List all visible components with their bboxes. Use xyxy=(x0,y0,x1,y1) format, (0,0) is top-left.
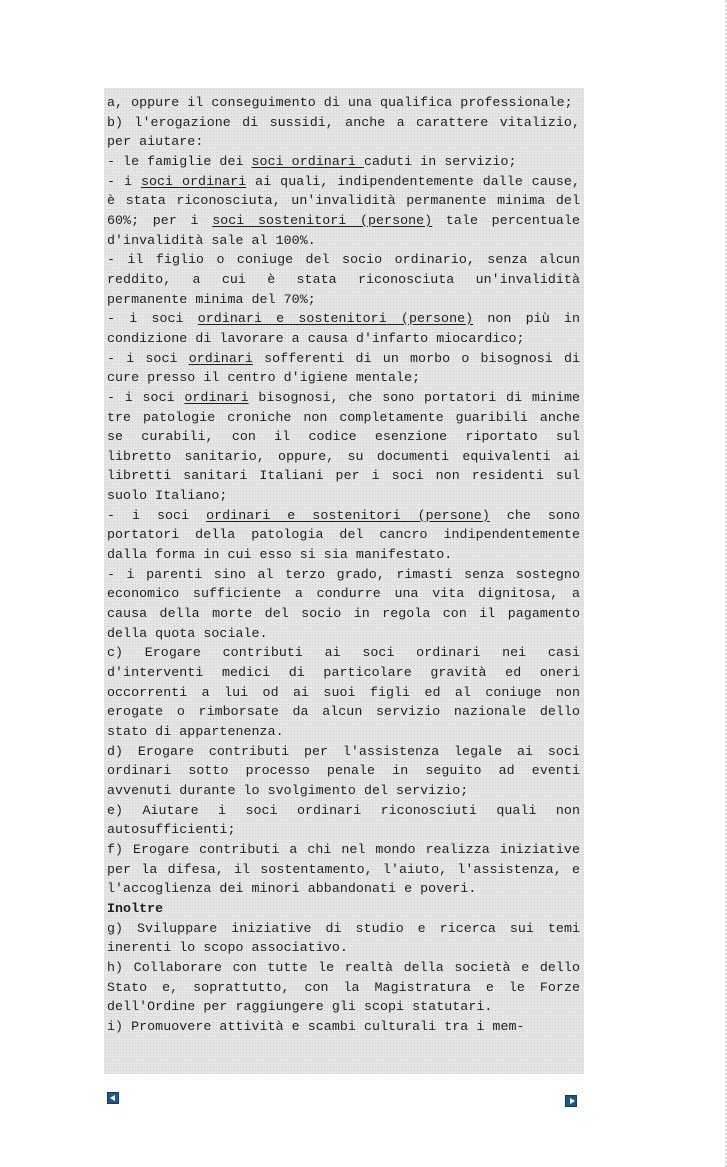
paragraph xyxy=(107,250,580,309)
paragraph-text: - il figlio o coniuge del socio ordinario, senza alcun reddito, a cui è stata riconosciuta un'invalidità permanente minima del 70%; xyxy=(107,252,580,307)
paragraph xyxy=(107,643,580,741)
paragraph-text: - i soci xyxy=(107,389,185,405)
paragraph-text: - i soci xyxy=(107,350,189,366)
paragraph-text: - le famiglie dei xyxy=(107,153,252,169)
paragraph-text: bisognosi, che sono portatori di minime tre patologie croniche non completamente guaribili anche se curabili, con il codice esenzione riportato sul libretto sanitario, oppure, su documenti equivalenti ai libretti sanitari Italiani per i soci non residenti sul suolo Italiano; xyxy=(107,389,580,504)
paragraph xyxy=(107,349,580,388)
bold-heading: Inoltre xyxy=(107,900,164,916)
paragraph-text: - i xyxy=(107,173,141,189)
paragraph-text: sofferenti di un morbo o bisognosi di cure presso il centro d'igiene mentale; xyxy=(107,350,581,386)
paragraph xyxy=(107,113,580,152)
paragraph-text: c) Erogare contributi ai soci ordinari nei casi d'interventi medici di particolare gravità ed oneri occorrenti a lui od ai suoi figli ed al coniuge non erogate o rimborsate da alcun servizio nazionale dello stato di appartenenza. xyxy=(107,645,580,739)
underlined-text: soci ordinari xyxy=(140,173,247,189)
underlined-text: ordinari xyxy=(188,350,253,366)
paragraph xyxy=(107,565,580,644)
paragraph-text: f) Erogare contributi a chi nel mondo realizza iniziative per la difesa, il sostentamento, l'aiuto, l'assistenza, e l'accoglienza dei minori abbandonati e poveri. xyxy=(107,841,580,897)
paragraph xyxy=(107,899,580,919)
paragraph-text: tale percentuale d'invalidità sale al 100%. xyxy=(107,212,581,248)
paragraph xyxy=(107,506,580,565)
paragraph xyxy=(107,172,580,251)
paragraph-text: e) Aiutare i soci ordinari riconosciuti quali non autosufficienti; xyxy=(107,802,580,838)
paragraph-text: - i soci xyxy=(107,507,207,523)
paragraph xyxy=(107,919,580,958)
paragraph-text: b) l'erogazione di sussidi, anche a carattere vitalizio, per aiutare: xyxy=(107,114,580,150)
paragraph-text: che sono portatori della patologia del cancro indipendentemente dalla forma in cui esso si sia manifestato. xyxy=(107,507,581,563)
paragraph-text: a, oppure il conseguimento di una qualifica professionale; xyxy=(107,95,573,110)
paragraph-text: i) Promuovere attività e scambi culturali tra i mem- xyxy=(107,1018,525,1034)
paragraph xyxy=(107,309,580,348)
arrow-left-icon xyxy=(110,1095,115,1101)
paragraph xyxy=(107,152,580,172)
underlined-text: ordinari e sostenitori (persone) xyxy=(206,507,490,523)
paragraph-text: caduti in servizio; xyxy=(363,153,517,169)
document-body xyxy=(107,93,580,1037)
underlined-text: ordinari e sostenitori (persone) xyxy=(197,311,474,327)
paragraph xyxy=(107,742,580,801)
paragraph-text: g) Sviluppare iniziative di studio e ricerca sui temi inerenti lo scopo associativo. xyxy=(107,920,580,956)
next-page-button[interactable] xyxy=(565,1095,577,1107)
prev-page-button[interactable] xyxy=(107,1092,119,1104)
arrow-right-icon xyxy=(570,1098,575,1104)
paragraph xyxy=(107,840,580,899)
paragraph xyxy=(107,1017,580,1037)
underlined-text: soci sostenitori (persone) xyxy=(212,212,433,228)
underlined-text: ordinari xyxy=(184,389,249,405)
paragraph-text: h) Collaborare con tutte le realtà della società e dello Stato e, soprattutto, con la Magistratura e le Forze dell'Ordine per raggiungere gli scopi statutari. xyxy=(107,959,580,1015)
underlined-text: soci ordinari xyxy=(251,153,364,169)
paragraph-text: - i parenti sino al terzo grado, rimasti senza sostegno economico sufficiente a condurre una vita dignitosa, a causa della morte del socio in regola con il pagamento della quota sociale. xyxy=(107,566,580,641)
paragraph xyxy=(107,958,580,1017)
paragraph xyxy=(107,388,580,506)
paragraph-text: non più in condizione di lavorare a causa d'infarto miocardico; xyxy=(107,311,580,346)
paragraph xyxy=(107,93,580,113)
paragraph xyxy=(107,801,580,840)
paragraph-text: ai quali, indipendentemente dalle cause, è stata riconosciuta, un'invalidità permanente minima del 60%; per i xyxy=(107,173,580,228)
paragraph-text: - i soci xyxy=(107,311,198,327)
scanned-text-block xyxy=(104,88,584,1074)
paragraph-text: d) Erogare contributi per l'assistenza legale ai soci ordinari sotto processo penale in seguito ad eventi avvenuti durante lo svolgimento del servizio; xyxy=(107,743,580,798)
